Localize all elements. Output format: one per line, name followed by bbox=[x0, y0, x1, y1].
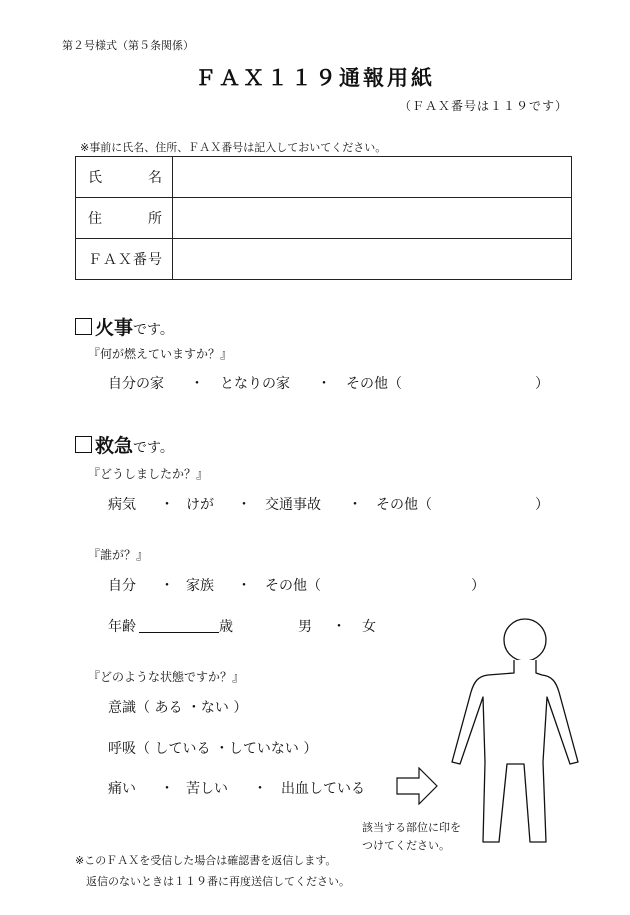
separator: ・ bbox=[332, 619, 346, 635]
fire-title: 火事 bbox=[95, 317, 134, 339]
separator: ・ bbox=[237, 497, 251, 513]
opt-injury[interactable]: けが bbox=[186, 497, 214, 513]
separator: ・ bbox=[237, 578, 251, 594]
name-row bbox=[76, 157, 572, 198]
age-label: 年齢 bbox=[108, 619, 136, 635]
body-note-line1: 該当する部位に印を bbox=[362, 821, 461, 834]
name-field[interactable] bbox=[173, 157, 572, 198]
opt-other-close: ） bbox=[535, 497, 549, 513]
opt-illness[interactable]: 病気 bbox=[108, 497, 136, 513]
emergency-section-heading bbox=[75, 431, 174, 458]
separator: ・ bbox=[160, 497, 174, 513]
separator: ・ bbox=[348, 497, 362, 513]
opt-traffic-accident[interactable]: 交通事故 bbox=[265, 497, 321, 513]
fire-opt-own-house[interactable]: 自分の家 bbox=[108, 376, 164, 392]
address-label: 住 所 bbox=[76, 198, 173, 239]
fire-suffix: です。 bbox=[133, 322, 174, 338]
fax-label: ＦＡＸ番号 bbox=[76, 239, 173, 280]
separator: ・ bbox=[160, 578, 174, 594]
name-label: 氏 名 bbox=[76, 157, 173, 198]
body-note-line2: つけてください。 bbox=[362, 839, 450, 852]
footer-note-line2: 返信のないときは１１９番に再度送信してください。 bbox=[86, 875, 350, 888]
opt-who-other-close: ） bbox=[471, 578, 485, 594]
body-figure[interactable] bbox=[450, 612, 580, 852]
address-row bbox=[76, 198, 572, 239]
opt-other[interactable]: その他（ bbox=[376, 497, 432, 513]
emergency-checkbox[interactable] bbox=[75, 436, 92, 453]
emergency-question-who: 『誰が？』 bbox=[88, 548, 149, 562]
fire-opt-other[interactable]: その他（ bbox=[346, 376, 402, 392]
breathing-options[interactable]: 呼吸（ している ・していない ） bbox=[108, 741, 318, 757]
address-field[interactable] bbox=[173, 198, 572, 239]
separator: ・ bbox=[190, 376, 204, 392]
separator: ・ bbox=[160, 781, 174, 797]
fire-opt-other-close: ） bbox=[535, 376, 549, 392]
sender-info-table bbox=[75, 156, 572, 280]
opt-who-other[interactable]: その他（ bbox=[265, 578, 321, 594]
emergency-question-what: 『どうしましたか？』 bbox=[88, 467, 209, 481]
age-blank[interactable] bbox=[139, 632, 219, 633]
separator: ・ bbox=[253, 781, 267, 797]
opt-bleeding[interactable]: 出血している bbox=[281, 781, 365, 797]
fax-number-note: （ＦＡＸ番号は１１９です） bbox=[398, 99, 568, 113]
emergency-suffix: です。 bbox=[133, 440, 174, 456]
fire-checkbox[interactable] bbox=[75, 318, 92, 335]
separator: ・ bbox=[317, 376, 331, 392]
fax-field[interactable] bbox=[173, 239, 572, 280]
form-number: 第２号様式（第５条関係） bbox=[62, 39, 194, 52]
emergency-question-state: 『どのような状態ですか？』 bbox=[88, 670, 245, 684]
fire-opt-neighbor-house[interactable]: となりの家 bbox=[220, 376, 290, 392]
age-unit: 歳 bbox=[219, 619, 233, 635]
opt-suffering[interactable]: 苦しい bbox=[186, 781, 228, 797]
fax-row bbox=[76, 239, 572, 280]
opt-self[interactable]: 自分 bbox=[108, 578, 136, 594]
emergency-title: 救急 bbox=[95, 435, 134, 457]
arrow-right-icon bbox=[396, 767, 438, 805]
prefill-instruction: ※事前に氏名、住所、ＦＡＸ番号は記入しておいてください。 bbox=[80, 141, 387, 154]
fire-section-heading bbox=[75, 313, 174, 340]
opt-male[interactable]: 男 bbox=[298, 619, 312, 635]
fire-question: 『何が燃えていますか？』 bbox=[88, 347, 233, 361]
page-title: ＦＡＸ１１９通報用紙 bbox=[195, 66, 435, 90]
consciousness-options[interactable]: 意識（ ある ・ない ） bbox=[108, 700, 248, 716]
opt-female[interactable]: 女 bbox=[362, 619, 376, 635]
footer-note-line1: ※このＦＡＸを受信した場合は確認書を返信します。 bbox=[75, 854, 337, 867]
opt-pain[interactable]: 痛い bbox=[108, 781, 136, 797]
opt-family[interactable]: 家族 bbox=[186, 578, 214, 594]
